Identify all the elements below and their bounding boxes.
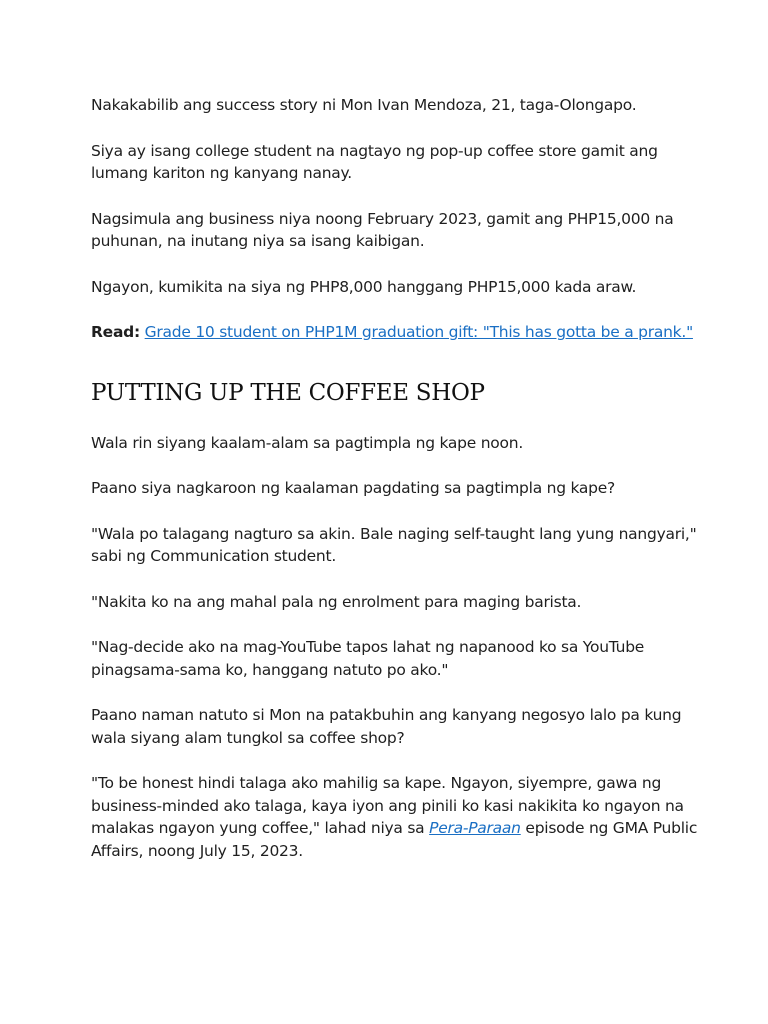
- section-paragraph-4: "Nakita ko na ang mahal pala ng enrolment para maging barista.: [91, 592, 582, 611]
- quote-text-end: episode ng GMA Public Affairs, noong July 15, 2023.: [91, 819, 698, 860]
- section-paragraph-2: Paano siya nagkaroon ng kaalaman pagdating sa pagtimpla ng kape?: [91, 479, 616, 497]
- article-body: [91, 94, 711, 862]
- related-article-link[interactable]: Grade 10 student on PHP1M graduation gift: "This has gotta be a prank.": [144, 323, 693, 341]
- quote-text: "To be honest hindi talaga ako mahilig sa kape. Ngayon, siyempre, gawa ng business-minded ako talaga, kaya iyon ang pinili ko kasi nakikita ko ngayon na malakas ngayon yung coffee," lahad niya sa: [91, 774, 684, 837]
- section-paragraph-6: Paano naman natuto si Mon na patakbuhin ang kanyang negosyo lalo pa kung wala siyang alam tungkol sa coffee shop?: [91, 706, 682, 747]
- section-heading: PUTTING UP THE COFFEE SHOP: [91, 379, 485, 406]
- read-label: Read:: [91, 323, 140, 341]
- intro-paragraph-1: Nakakabilib ang success story ni Mon Ivan Mendoza, 21, taga-Olongapo.: [91, 96, 637, 114]
- intro-paragraph-4: Ngayon, kumikita na siya ng PHP8,000 hanggang PHP15,000 kada araw.: [91, 277, 637, 296]
- read-more-line: [91, 321, 711, 344]
- section-paragraph-3: "Wala po talagang nagturo sa akin. Bale naging self-taught lang yung nangyari," sabi ng Communication student.: [91, 524, 697, 565]
- section-paragraph-1: Wala rin siyang kaalam-alam sa pagtimpla ng kape noon.: [91, 433, 524, 452]
- intro-paragraph-2: Siya ay isang college student na nagtayo ng pop-up coffee store gamit ang lumang kariton ng kanyang nanay.: [91, 141, 658, 182]
- pera-paraan-link[interactable]: Pera-Paraan: [429, 819, 521, 837]
- section-paragraph-5: "Nag-decide ako na mag-YouTube tapos lahat ng napanood ko sa YouTube pinagsama-sama ko, hanggang natuto po ako.": [91, 638, 645, 679]
- intro-paragraph-3: Nagsimula ang business niya noong February 2023, gamit ang PHP15,000 na puhunan, na inutang niya sa isang kaibigan.: [91, 209, 674, 250]
- section-paragraph-7: [91, 772, 711, 862]
